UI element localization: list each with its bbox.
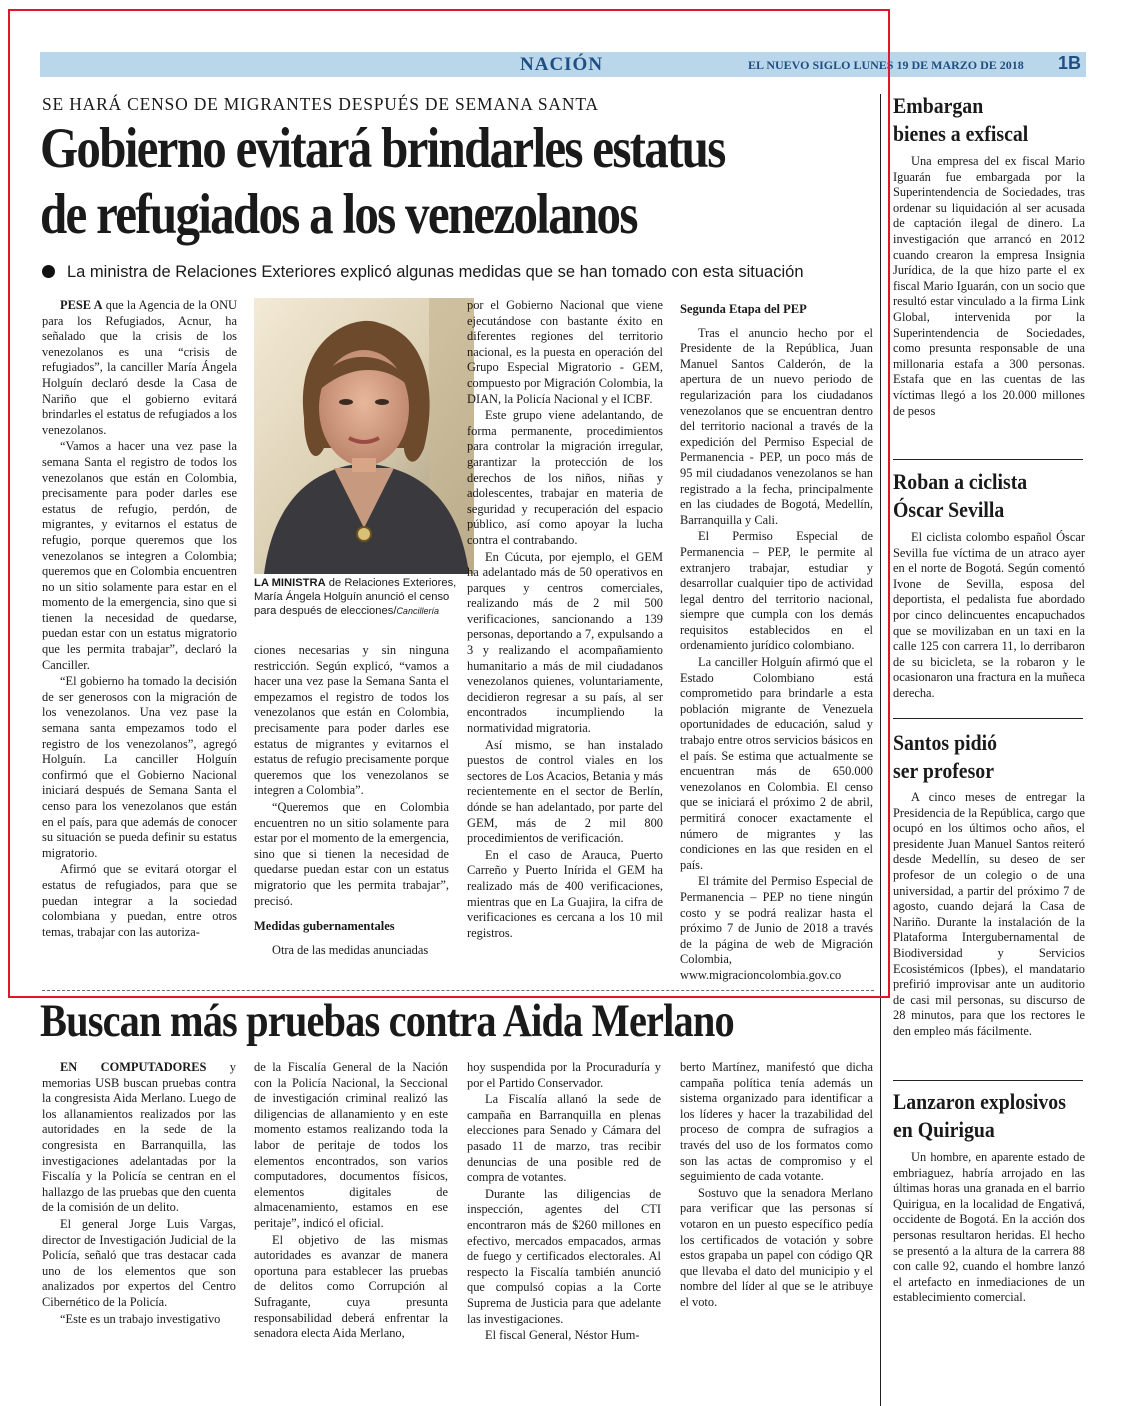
paragraph-text: El fiscal General, Néstor Hum-	[485, 1328, 640, 1343]
brief-4-paragraph: Un hombre, en aparente estado de embriaguez, habría arrojado en las últimas horas una granada en el barrio Quirigua, en la localidad de Engativá, occidente de Bogotá. En la acción dos personas resultaron heridas. El hecho se presentó a la altura de la carrera 88 con calle 92, cuando el hombre lanzó el artefacto en inmediaciones de un establecimiento comercial.	[893, 1150, 1085, 1305]
paragraph: Otra de las medidas anunciadas	[272, 942, 429, 957]
photo-credit: Cancillería	[396, 606, 439, 617]
brief-1-title-line-2: bienes a exfiscal	[893, 121, 1029, 146]
brief-4-title	[893, 1088, 1066, 1144]
brief-4-title-line-1: Lanzaron explosivos	[893, 1089, 1066, 1114]
brief-3-text	[893, 790, 1085, 1041]
brief-divider	[893, 459, 1083, 460]
paragraph-lead: PESE A	[60, 298, 103, 312]
paragraph-text: por el Gobierno Nacional que viene ejecutándose con bastante éxito en diferentes regiones del territorio nacional, es la puesta en operación del Grupo Especial Migratorio - GEM, compuesto por Migración Colombia, la DIAN, la Policía Nacional y el ICBF.	[467, 298, 663, 406]
second-column-4	[680, 1060, 873, 1312]
paragraph-text: de la Fiscalía General de la Nación con la Policía Nacional, la Seccional de investigación criminal realizó las diligencias de allanamiento y en este momento estamos realizando toda la labor de peritaje de todos los elementos encontrados, son varios computadores, documentos físicos, elementos digitales de almacenamiento, estamos en ese peritaje”, indicó el oficial.	[254, 1060, 448, 1230]
paragraph	[467, 1187, 661, 1327]
paragraph	[42, 1060, 236, 1216]
paragraph-text: “Queremos que en Colombia encuentren no un sitio solamente para estar por el momento de la emergencia, sino que si tienen la necesidad de quedarse puedan estar con un estatus migratorio que les permita trabajar”, precisó.	[254, 799, 449, 908]
brief-1-text	[893, 154, 1085, 420]
paragraph-text: que la Agencia de la ONU para los Refugiados, Acnur, ha señalado que la crisis de los venezolanos es una “crisis de refugiados”, la canciller María Ángela Holguín declaró desde la Casa de Nariño que el gobierno evitará brindarles el estatus de refugiados a los venezolanos.	[42, 298, 237, 437]
paragraph-text: La Fiscalía allanó la sede de campaña en Barranquilla en plenas elecciones para Senado y Cámara del pasado 11 de marzo, tras recibir denuncias de una posible red de compra de votantes.	[467, 1092, 661, 1185]
brief-2-text	[893, 530, 1085, 703]
subhead-text: La ministra de Relaciones Exteriores explicó algunas medidas que se han tomado con esta situación	[67, 263, 804, 281]
paragraph-text: El trámite del Permiso Especial de Permanencia – PEP no tiene ningún costo y se podrá realizar hasta el próximo 7 de Junio de 2018 a través de la página de web de Migración Colombia, www.migracioncolombia.gov.co	[680, 874, 873, 982]
paragraph-text: y memorias USB buscan pruebas contra la congresista Aida Merlano. Luego de los allanamientos realizados por las autoridades en la sede de la congresista en Barranquilla, las investigaciones adelantadas por la Fiscalía y la Policía se centran en el hallazgo de las pruebas que den cuenta de la comisión de un delito.	[42, 1060, 237, 1215]
newspaper-date: EL NUEVO SIGLO LUNES 19 DE MARZO DE 2018	[748, 58, 1024, 72]
brief-3-paragraph: A cinco meses de entregar la Presidencia de la República, cargo que ocupó en los últimos ocho años, el presidente Juan Manuel Santos reiteró desde Medellín, su deseo de ser profesor de un colegio o de una universidad, a partir del próximo 7 de agosto, cuando dejará la Casa de Nariño. Durante la instalación de la Plataforma Intergubernamental de Biodiversidad y Servicios Ecosistémicos (Ipbes), el mandatario prefirió improvisar ante un auditorio de casi mil personas, su discurso de 28 minutos, para que los rectores le den empleo más fácilmente.	[893, 790, 1085, 1038]
paragraph-text: El Permiso Especial de Permanencia – PEP, le permite al extranjero trabajar, estudiar y desarrollar cualquier tipo de actividad legal dentro del territorio nacional, siempre que cumpla con los demás requisitos establecidos en el ordenamiento jurídico colombiano.	[680, 529, 873, 653]
section-name: NACIÓN	[520, 54, 604, 75]
brief-2-title	[893, 468, 1027, 524]
paragraph	[254, 1233, 448, 1342]
paragraph	[467, 1060, 661, 1091]
paragraph-text: En Cúcuta, por ejemplo, el GEM ha adelantado más de 50 operativos en parques y centros comerciales, realizando más de 2 mil 500 verificaciones, sancionando a 139 personas, deportando a 7, expulsando a 3 y realizando el acompañamiento humanitario a más de mil ciudadanos venezolanos quienes, voluntariamente, decidieron regresar a su país, al ser encontrados incumpliendo la normatividad migratoria.	[467, 549, 663, 736]
page-number: 1B	[1058, 53, 1082, 73]
paragraph-text: “El gobierno ha tomado la decisión de ser generosos con la migración de los venezolanos. Una vez pase la semana santa empezamos todo el registro de los venezolanos”, agregó Holguín. La canciller Holguín confirmó que el Gobierno Nacional iniciará después de Semana Santa el censo para los venezolanos que están en el país, para que además de conocer su situación se pueda definir su estatus migratorio.	[42, 674, 237, 860]
paragraph	[680, 1186, 873, 1311]
caption-lead: LA MINISTRA	[254, 577, 326, 589]
paragraph-text: El objetivo de las mismas autoridades es avanzar de manera oportuna para establecer las pruebas de delitos como Corrupción al Sufragante, cuya presunta responsabilidad deberá enfrentar la senadora electa Aida Merlano,	[254, 1232, 448, 1341]
brief-3-title	[893, 729, 997, 785]
paragraph-text: Así mismo, se han instalado puestos de control viales en los sectores de Los Acacios, Betania y más recientemente en el sector de Berlín, dónde se han adelantado, por parte del GEM, más de 2 mil 800 procedimientos de verificación.	[467, 737, 663, 846]
paragraph	[467, 1328, 661, 1344]
brief-2-title-line-1: Roban a ciclista	[893, 469, 1028, 494]
paragraph-text: berto Martínez, manifestó que dicha campaña política tenía además un sistema organizado para identificar a los líderes y hacer la trazabilidad del proceso de compra de sufragios a través del uso de los formatos como son las actas de compromiso y el seguimiento de cada votante.	[680, 1060, 873, 1184]
paragraph-text: hoy suspendida por la Procuraduría y por el Partido Conservador.	[467, 1060, 661, 1090]
brief-3-title-line-1: Santos pidió	[893, 730, 998, 755]
paragraph-text: ciones necesarias y sin ninguna restricción. Según explicó, “vamos a hacer una vez pase la Semana Santa el empezamos el registro de todos los venezolanos que están en Colombia, precisamente para poder darles ese estatus de migrantes y evitarnos el estatus de refugio precisamente porque queremos que los venezolanos se integren a Colombia”.	[254, 643, 449, 798]
brief-divider	[893, 718, 1083, 719]
highlight-frame	[8, 9, 890, 998]
brief-3-title-line-2: ser profesor	[893, 758, 994, 783]
caption-text: de Relaciones Exteriores, María Ángela Holguín anunció el censo para después de elecciones/	[254, 577, 457, 618]
brief-1-paragraph: Una empresa del ex fiscal Mario Iguarán fue embargada por la Superintendencia de Sociedades, tras ordenar su liquidación al ser acusada de captación ilegal de dinero. La investigación que arrancó en 2012 cuando crearon la empresa Insignia Jurídica, de la que hizo parte el ex fiscal Mario Iguarán, con un socio que resultó estar vinculado a la firma Link Global, intervenida por la Superintendencia de Sociedades, como presunta responsable de una millonaria estafa a 300 personas. Estafa que en las cuentas de las víctimas llegó a los 20.000 millones de pesos	[893, 154, 1085, 418]
paragraph-text: La canciller Holguín afirmó que el Estado Colombiano está comprometido para brindarle a esta población migrante de Venezuela oportunidades de educación, salud y trabajo entre otros servicios básicos en el país. Se estima que actualmente se encuentran más de 650.000 venezolanos en Colombia. El censo que se iniciará el próximo 2 de abril, permitirá conocer exactamente el número de migrantes y las condiciones en las que residen en el país.	[680, 655, 873, 872]
paragraph-text: En el caso de Arauca, Puerto Carreño y Puerto Inírida el GEM ha realizado más de 400 verificaciones, mientras que en La Guajira, la cifra de verificaciones es cercana a los 10 mil registros.	[467, 847, 663, 940]
paragraph-text: El general Jorge Luis Vargas, director de Investigación Judicial de la Policía, señaló que tras destacar cada uno de los elementos que son analizados por expertos del Centro Cibernético de la Policía.	[42, 1216, 236, 1309]
second-column-2	[254, 1060, 448, 1343]
paragraph	[467, 1092, 661, 1186]
paragraph	[42, 1312, 236, 1328]
paragraph-text: “Vamos a hacer una vez pase la semana Santa el registro de todos los venezolanos que están en Colombia, precisamente para poder darles ese estatus de refugio, perdón, de migrantes, y evitarnos el estatus de refugio, porque queremos que los venezolanos se integren a Colombia; queremos que en Colombia encuentren no un sitio solamente para estar en el momento de la emergencia, sino que si tienen la necesidad de quedarse, puedan estar con un estatus migratorio que les permita trabajar”, declaró la Canciller.	[42, 439, 237, 672]
brief-4-title-line-2: en Quirigua	[893, 1117, 995, 1142]
second-column-1	[42, 1060, 236, 1328]
headline-line-1: Gobierno evitará brindarles estatus	[40, 117, 725, 180]
paragraph-text: Durante las diligencias de inspección, agentes del CTI encontraron más de $260 millones en efectivo, mercados empacados, armas de fuego y certificados electorales. Al respecto la Fiscalía también anunció que compulsó copias a la Corte Suprema de Justicia para que adelante las investigaciones.	[467, 1186, 661, 1326]
second-headline: Buscan más pruebas contra Aida Merlano	[40, 995, 734, 1047]
paragraph-text: Este grupo viene adelantando, de forma permanente, procedimientos para controlar la migración irregular, garantizar la protección de los derechos de los niños, niñas y adolescentes, trabajar en materia de seguridad y recuperación del espacio público, así como apoyar la lucha contra el contrabando.	[467, 408, 663, 547]
paragraph	[42, 1217, 236, 1311]
paragraph-text: “Este es un trabajo investigativo	[60, 1311, 221, 1326]
brief-divider	[893, 1080, 1083, 1081]
paragraph	[254, 1060, 448, 1232]
paragraph-lead: EN COMPUTADORES	[60, 1060, 207, 1074]
brief-4-text	[893, 1150, 1085, 1307]
brief-2-paragraph: El ciclista colombo español Óscar Sevilla fue víctima de un atraco ayer en el norte de Bogotá. Según comentó Ivone de Sevilla, esposa del deportista, el pedalista fue abordado por cinco delincuentes encapuchados que se movilizaban en un taxi en la calle 125 con carrera 11, lo derribaron de su bicicleta, se la robaron y le ocasionaron una fractura en la muñeca derecha.	[893, 530, 1085, 700]
paragraph-text: Tras el anuncio hecho por el Presidente de la República, Juan Manuel Santos Calderón, de la apertura de un nuevo periodo de regularización para los ciudadanos venezolanos que se encuentran dentro del territorio nacional a través de la expedición del Permiso Especial de Permanencia - PEP, un poco más de 95 mil ciudadanos venezolanos se han registrado a la fecha, principalmente en las ciudades de Bogotá, Medellín, Barranquilla y Cali.	[680, 325, 873, 527]
brief-1-title	[893, 92, 1028, 148]
column-subhead: Segunda Etapa del PEP	[680, 302, 807, 316]
brief-2-title-line-2: Óscar Sevilla	[893, 497, 1005, 522]
paragraph-text: Sostuvo que la senadora Merlano para verificar que las personas sí votaron en un puesto específico pedía los certificados de votación y sobre estos grapaba un papel con código QR que llevaba el dato del municipio y el nombre del líder al que se le atribuye el voto.	[680, 1185, 873, 1309]
paragraph	[680, 1060, 873, 1185]
second-column-3	[467, 1060, 661, 1345]
brief-1-title-line-1: Embargan	[893, 93, 984, 118]
column-subhead: Medidas gubernamentales	[254, 919, 395, 934]
headline-line-2: de refugiados a los venezolanos	[40, 183, 637, 246]
article-kicker: SE HARÁ CENSO DE MIGRANTES DESPUÉS DE SEMANA SANTA	[42, 94, 599, 114]
paragraph-text: Afirmó que se evitará otorgar el estatus de refugiados, para que se puedan integrar a la sociedad colombiana y puedan, entre otros temas, trabajar con las autoriza-	[42, 862, 237, 939]
